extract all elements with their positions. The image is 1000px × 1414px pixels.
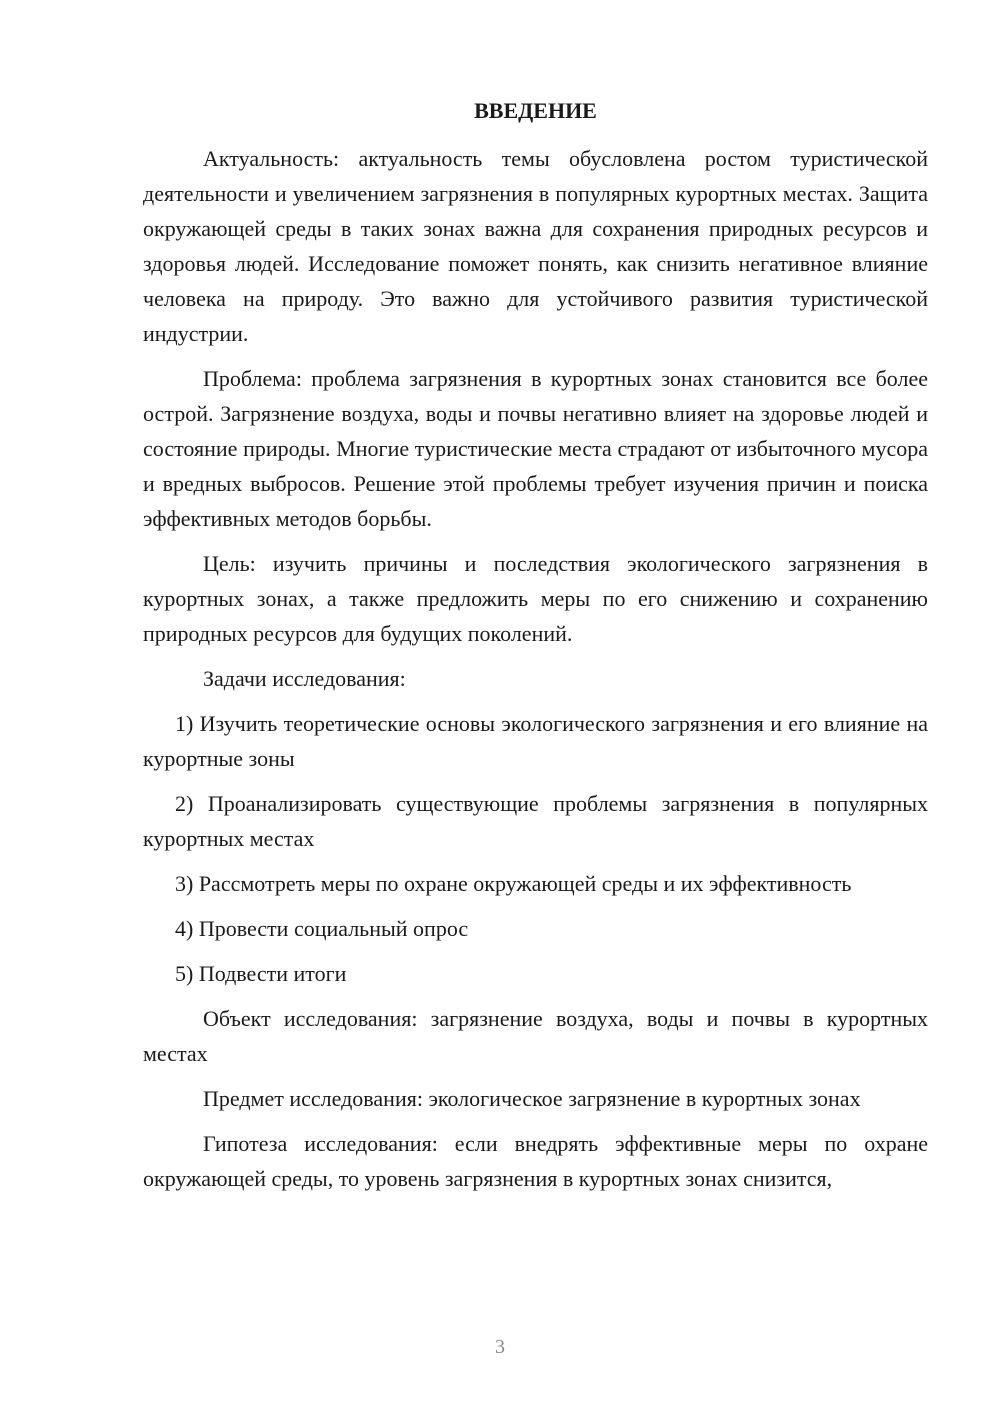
task-item-4: 4) Провести социальный опрос	[175, 916, 469, 941]
paragraph-object: Объект исследования: загрязнение воздуха, воды и почвы в курортных местах	[143, 1006, 928, 1066]
task-item-1: 1) Изучить теоретические основы экологического загрязнения и его влияние на курортные зоны	[143, 711, 928, 771]
page-title: ВВЕДЕНИЕ	[474, 98, 597, 123]
task-item-3: 3) Рассмотреть меры по охране окружающей среды и их эффективность	[175, 871, 852, 896]
task-item-5: 5) Подвести итоги	[175, 961, 347, 986]
paragraph-tasks-heading: Задачи исследования:	[203, 666, 406, 691]
document-body	[143, 141, 928, 1206]
page-number: 3	[495, 1336, 505, 1358]
task-item-2: 2) Проанализировать существующие проблемы загрязнения в популярных курортных местах	[143, 791, 928, 851]
paragraph-subject: Предмет исследования: экологическое загрязнение в курортных зонах	[203, 1086, 861, 1111]
paragraph-relevance: Актуальность: актуальность темы обусловлена ростом туристической деятельности и увеличением загрязнения в популярных курортных местах. Защита окружающей среды в таких зонах важна для сохранения природных ресурсов и здоровья людей. Исследование поможет понять, как снизить негативное влияние человека на природу. Это важно для устойчивого развития туристической индустрии.	[143, 146, 928, 346]
paragraph-problem: Проблема: проблема загрязнения в курортных зонах становится все более острой. Загрязнение воздуха, воды и почвы негативно влияет на здоровье людей и состояние природы. Многие туристические места страдают от избыточного мусора и вредных выбросов. Решение этой проблемы требует изучения причин и поиска эффективных методов борьбы.	[143, 366, 928, 531]
paragraph-hypothesis: Гипотеза исследования: если внедрять эффективные меры по охране окружающей среды, то уровень загрязнения в курортных зонах снизится,	[143, 1131, 928, 1191]
paragraph-goal: Цель: изучить причины и последствия экологического загрязнения в курортных зонах, а также предложить меры по его снижению и сохранению природных ресурсов для будущих поколений.	[143, 551, 928, 646]
